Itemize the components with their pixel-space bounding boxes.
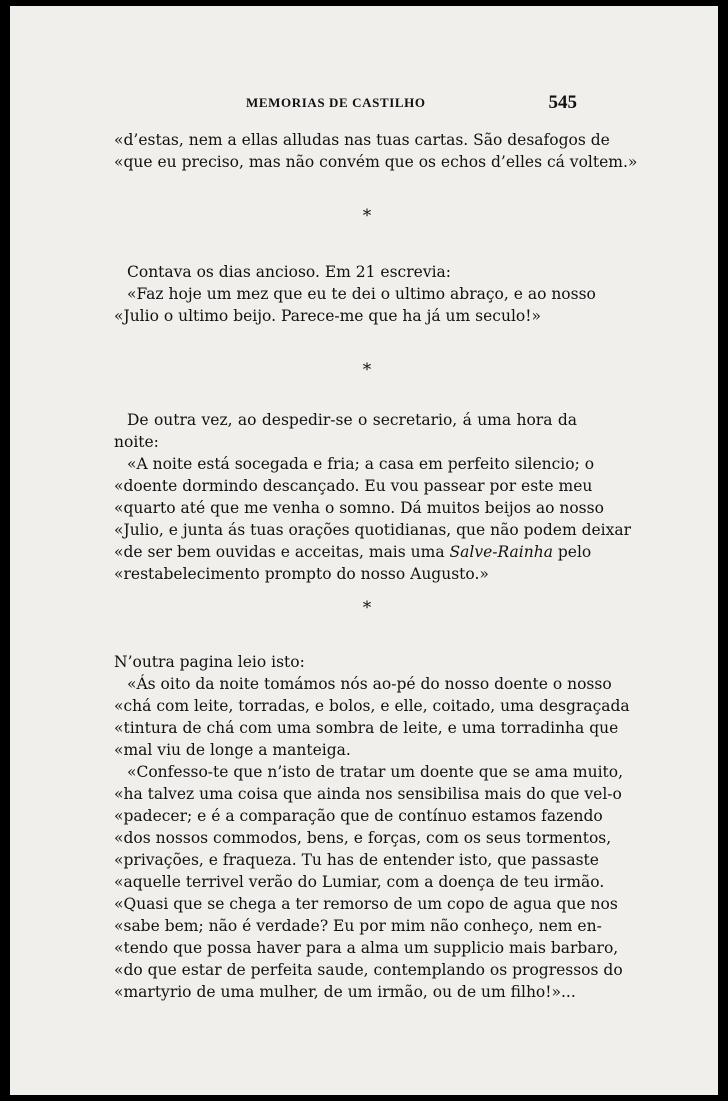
text-line: «quarto até que me venha o somno. Dá muitos beijos ao nosso xyxy=(114,499,604,517)
section-separator: * xyxy=(362,598,372,618)
text-line: «dos nossos commodos, bens, e forças, com os seus tormentos, xyxy=(114,829,612,847)
text-line: «tintura de chá com uma sombra de leite, e uma torradinha que xyxy=(114,719,619,737)
text-line: Contava os dias ancioso. Em 21 escrevia: xyxy=(127,263,452,281)
text-line: «Ás oito da noite tomámos nós ao-pé do nosso doente o nosso xyxy=(127,675,612,693)
book-page xyxy=(10,6,718,1095)
text-line: «Quasi que se chega a ter remorso de um copo de agua que nos xyxy=(114,895,618,913)
text-line: «aquelle terrivel verão do Lumiar, com a doença de teu irmão. xyxy=(114,873,605,891)
text-line: «tendo que possa haver para a alma um supplicio mais barbaro, xyxy=(114,939,619,957)
section-separator: * xyxy=(362,206,372,226)
page-header xyxy=(10,92,718,114)
page-number: 545 xyxy=(548,92,577,113)
text-line: «Faz hoje um mez que eu te dei o ultimo abraço, e ao nosso xyxy=(127,285,596,303)
text-line: «A noite está socegada e fria; a casa em perfeito silencio; o xyxy=(127,455,595,473)
text-line: «sabe bem; não é verdade? Eu por mim não conheço, nem en- xyxy=(114,917,602,935)
text-line: «chá com leite, torradas, e bolos, e elle, coitado, uma desgraçada xyxy=(114,697,630,715)
section-separator: * xyxy=(362,360,372,380)
text-line: «doente dormindo descançado. Eu vou passear por este meu xyxy=(114,477,593,495)
text-line: «Confesso-te que n’isto de tratar um doente que se ama muito, xyxy=(127,763,624,781)
text-line: «ha talvez uma coisa que ainda nos sensibilisa mais do que vel-o xyxy=(114,785,622,803)
text-line: N’outra pagina leio isto: xyxy=(114,653,305,671)
text-line: «d’estas, nem a ellas alludas nas tuas cartas. São desafogos de xyxy=(114,131,610,149)
text-line: «padecer; e é a comparação que de contínuo estamos fazendo xyxy=(114,807,603,825)
text-line: De outra vez, ao despedir-se o secretario, á uma hora da xyxy=(127,411,577,429)
text-line: «do que estar de perfeita saude, contemplando os progressos do xyxy=(114,961,623,979)
text-line: «mal viu de longe a manteiga. xyxy=(114,741,351,759)
text-line: noite: xyxy=(114,433,159,451)
running-title: MEMORIAS DE CASTILHO xyxy=(246,95,426,110)
text-line: «Julio, e junta ás tuas orações quotidianas, que não podem deixar xyxy=(114,521,632,539)
text-line: «de ser bem ouvidas e acceitas, mais uma Salve-Rainha pelo xyxy=(114,543,592,561)
text-line: «restabelecimento prompto do nosso Augusto.» xyxy=(114,565,489,583)
text-line: «privações, e fraqueza. Tu has de entender isto, que passaste xyxy=(114,851,599,869)
text-line: «martyrio de uma mulher, de um irmão, ou de um filho!»... xyxy=(114,983,576,1001)
text-line: «que eu preciso, mas não convém que os echos d’elles cá voltem.» xyxy=(114,153,638,171)
text-line: «Julio o ultimo beijo. Parece-me que ha já um seculo!» xyxy=(114,307,541,325)
italic-title: Salve-Rainha xyxy=(449,543,553,561)
